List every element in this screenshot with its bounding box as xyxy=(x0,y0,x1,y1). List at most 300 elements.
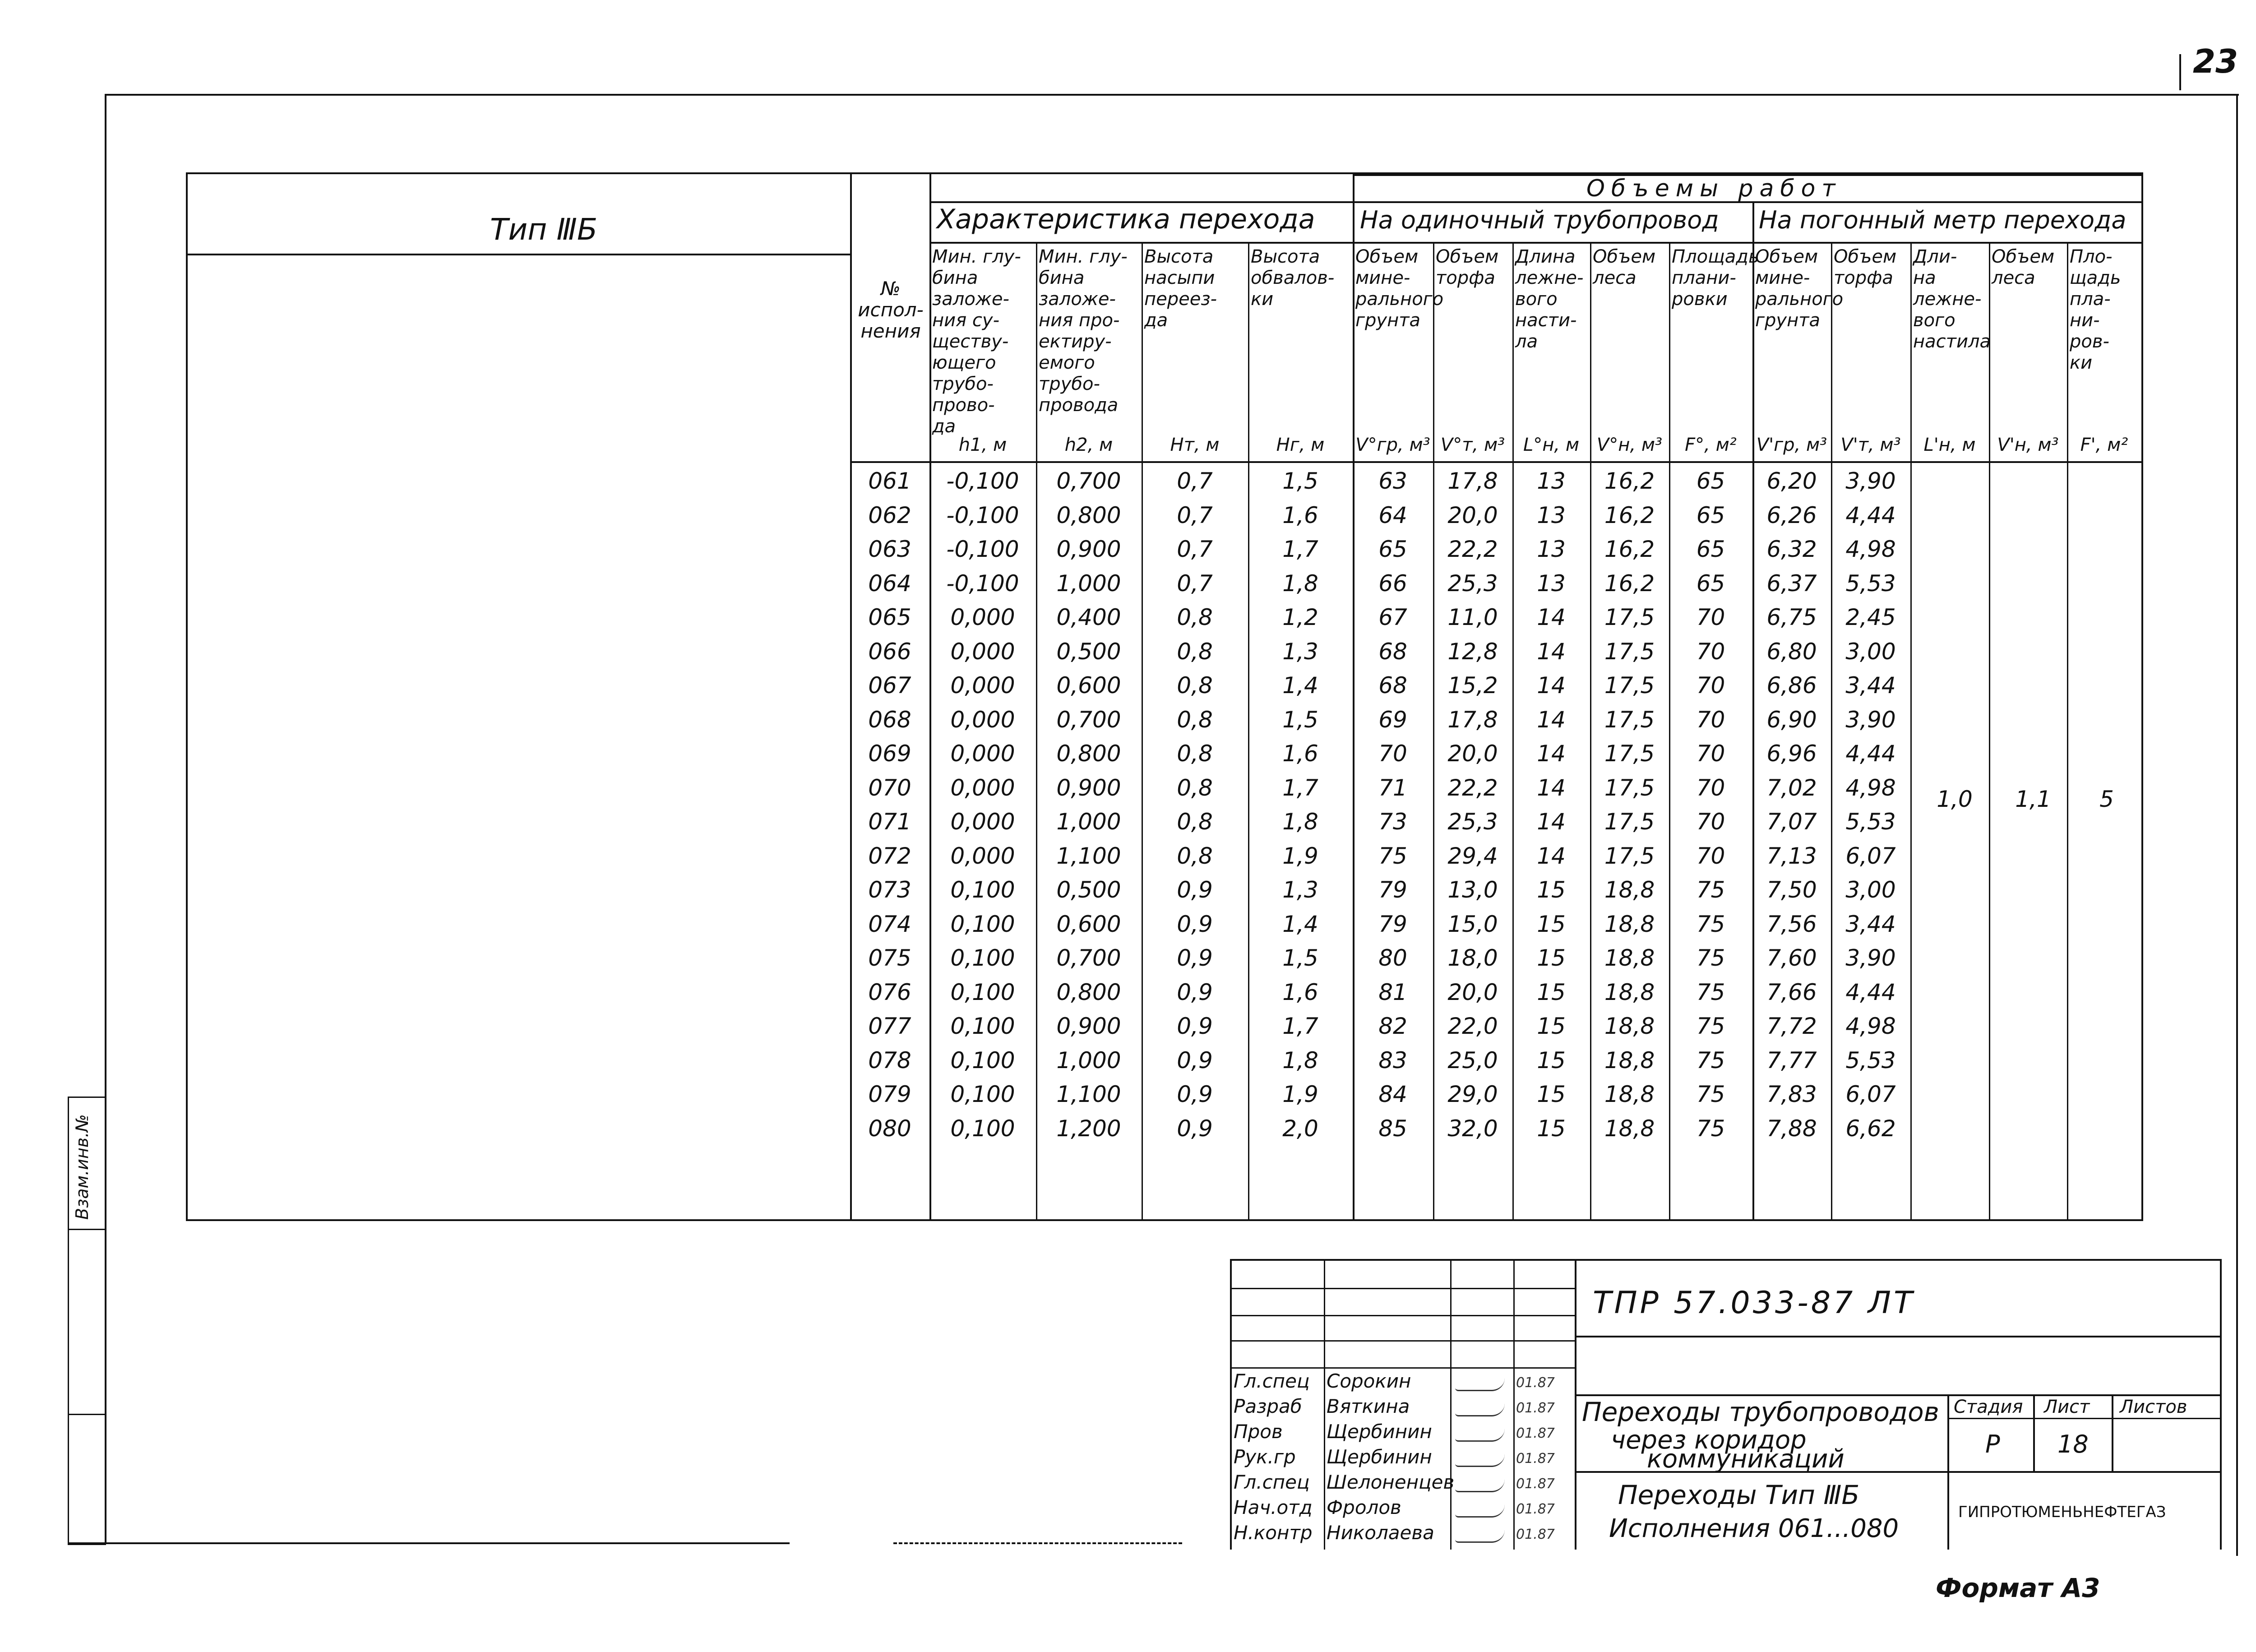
table-cell: 15 xyxy=(1537,979,1566,1005)
table-cell: 6,90 xyxy=(1766,706,1817,733)
table-cell: 71 xyxy=(1378,774,1407,801)
table-cell: 6,75 xyxy=(1766,604,1817,630)
staff-date: 01.87 xyxy=(1516,1375,1555,1391)
table-cell: 79 xyxy=(1378,877,1407,903)
col-unit-8: V°н, м³ xyxy=(1596,435,1663,455)
table-cell: 70 xyxy=(1696,740,1725,767)
signature-mark xyxy=(1455,1504,1505,1518)
row-number: 076 xyxy=(868,979,911,1005)
table-cell: 0,9 xyxy=(1177,911,1213,937)
table-cell: 0,700 xyxy=(1056,945,1121,971)
frame-top xyxy=(105,94,2239,96)
table-cell: 4,44 xyxy=(1845,740,1896,767)
staff-role: Нач.отд xyxy=(1234,1496,1313,1518)
table-cell: 18,8 xyxy=(1604,877,1655,903)
table-cell: 0,7 xyxy=(1177,502,1213,528)
table-cell: 13 xyxy=(1537,502,1566,528)
row-number: 080 xyxy=(868,1115,911,1142)
table-cell: 2,45 xyxy=(1845,604,1896,630)
table-cell: 18,8 xyxy=(1604,1081,1655,1107)
table-cell: 17,5 xyxy=(1604,774,1655,801)
table-cell: 15 xyxy=(1537,1013,1566,1039)
col-unit-5: V°гр, м³ xyxy=(1355,435,1430,455)
table-cell: 14 xyxy=(1537,842,1566,869)
table-cell: 68 xyxy=(1378,672,1407,699)
table-cell: 75 xyxy=(1696,1081,1725,1107)
table-cell: 1,000 xyxy=(1056,1047,1121,1074)
table-cell: 0,000 xyxy=(950,809,1015,835)
table-cell: 16,2 xyxy=(1604,502,1655,528)
table-cell: 0,8 xyxy=(1177,842,1213,869)
table-cell: 22,0 xyxy=(1447,1013,1498,1039)
table-cell: 17,5 xyxy=(1604,604,1655,630)
table-cell: 0,000 xyxy=(950,672,1015,699)
table-cell: 25,0 xyxy=(1447,1047,1498,1074)
table-cell: 70 xyxy=(1696,638,1725,665)
table-cell: 0,8 xyxy=(1177,774,1213,801)
staff-name: Николаева xyxy=(1327,1522,1434,1544)
row-number: 061 xyxy=(868,468,911,494)
col-header-4: Высота обвалов- ки xyxy=(1251,246,1335,310)
table-cell: 0,100 xyxy=(950,945,1015,971)
table-cell: 14 xyxy=(1537,774,1566,801)
table-cell: 14 xyxy=(1537,638,1566,665)
table-cell: 85 xyxy=(1378,1115,1407,1142)
table-cell: 1,3 xyxy=(1282,638,1318,665)
table-cell: 5,53 xyxy=(1845,1047,1896,1074)
table-cell: 65 xyxy=(1696,502,1725,528)
table-cell: 13 xyxy=(1537,468,1566,494)
table-cell: 3,90 xyxy=(1845,468,1896,494)
col-header-6: Объем торфа xyxy=(1436,246,1499,288)
table-cell: 0,100 xyxy=(950,877,1015,903)
table-cell: 0,9 xyxy=(1177,1081,1213,1107)
staff-role: Рук.гр xyxy=(1234,1446,1296,1468)
staff-role: Гл.спец xyxy=(1234,1471,1310,1493)
table-cell: 14 xyxy=(1537,740,1566,767)
subgroup-single: На одиночный трубопровод xyxy=(1360,206,1719,234)
table-cell: 70 xyxy=(1696,774,1725,801)
table-cell: 16,2 xyxy=(1604,468,1655,494)
table-cell: 7,66 xyxy=(1766,979,1817,1005)
table-cell: 70 xyxy=(1696,842,1725,869)
table-cell: 0,8 xyxy=(1177,809,1213,835)
table-cell: 25,3 xyxy=(1447,570,1498,597)
col-unit-6: V°т, м³ xyxy=(1440,435,1505,455)
table-cell: 0,900 xyxy=(1056,774,1121,801)
col-unit-14: F', м² xyxy=(2080,435,2128,455)
staff-date: 01.87 xyxy=(1516,1451,1555,1467)
signature-mark xyxy=(1455,1403,1505,1416)
table-cell: 14 xyxy=(1537,604,1566,630)
table-cell: 75 xyxy=(1696,945,1725,971)
table-cell: 0,100 xyxy=(950,911,1015,937)
table-cell: 7,07 xyxy=(1766,809,1817,835)
title-block xyxy=(1230,1259,2222,1550)
col-unit-11: V'т, м³ xyxy=(1840,435,1901,455)
table-cell: 13 xyxy=(1537,536,1566,562)
table-cell: 18,8 xyxy=(1604,945,1655,971)
table-cell: 1,8 xyxy=(1282,1047,1318,1074)
table-cell: 79 xyxy=(1378,911,1407,937)
row-number: 066 xyxy=(868,638,911,665)
table-cell: 6,37 xyxy=(1766,570,1817,597)
table-cell: 7,77 xyxy=(1766,1047,1817,1074)
table-cell: 0,100 xyxy=(950,1081,1015,1107)
table-cell: 0,500 xyxy=(1056,638,1121,665)
staff-role: Разраб xyxy=(1234,1395,1302,1417)
table-cell: 0,800 xyxy=(1056,979,1121,1005)
stage-value: Р xyxy=(1985,1430,2000,1458)
subgroup-meter: На погонный метр перехода xyxy=(1759,206,2127,234)
row-number: 064 xyxy=(868,570,911,597)
table-cell: 17,5 xyxy=(1604,842,1655,869)
row-number: 069 xyxy=(868,740,911,767)
table-cell: 69 xyxy=(1378,706,1407,733)
staff-date: 01.87 xyxy=(1516,1476,1555,1492)
table-cell: 65 xyxy=(1696,570,1725,597)
table-cell: 1,2 xyxy=(1282,604,1318,630)
table-cell: 83 xyxy=(1378,1047,1407,1074)
table-cell: 15 xyxy=(1537,1047,1566,1074)
table-cell: 1,9 xyxy=(1282,1081,1318,1107)
table-cell: 0,600 xyxy=(1056,672,1121,699)
table-cell: 84 xyxy=(1378,1081,1407,1107)
staff-name: Сорокин xyxy=(1327,1370,1411,1392)
staff-name: Шелоненцев xyxy=(1327,1471,1455,1493)
table-cell: 0,8 xyxy=(1177,638,1213,665)
col-header-2: Мин. глу- бина заложе- ния про- ектиру- емого трубо- провода xyxy=(1039,246,1128,416)
frame-bottom xyxy=(68,1542,790,1544)
table-cell: 75 xyxy=(1696,979,1725,1005)
format-label: Формат А3 xyxy=(1936,1573,2100,1603)
table-cell: 20,0 xyxy=(1447,740,1498,767)
col-unit-10: V'гр, м³ xyxy=(1756,435,1827,455)
table-cell: 73 xyxy=(1378,809,1407,835)
table-cell: 13 xyxy=(1537,570,1566,597)
table-cell: 82 xyxy=(1378,1013,1407,1039)
table-cell: 0,800 xyxy=(1056,502,1121,528)
table-cell: 65 xyxy=(1696,468,1725,494)
staff-role: Пров xyxy=(1234,1421,1283,1443)
table-cell: 0,500 xyxy=(1056,877,1121,903)
table-cell: 0,8 xyxy=(1177,706,1213,733)
table-cell: 22,2 xyxy=(1447,774,1498,801)
table-cell: 7,60 xyxy=(1766,945,1817,971)
table-cell: 3,00 xyxy=(1845,877,1896,903)
table-cell: 70 xyxy=(1378,740,1407,767)
table-cell: 68 xyxy=(1378,638,1407,665)
data-table xyxy=(186,172,2143,1221)
col-unit-9: F°, м² xyxy=(1685,435,1737,455)
table-cell: 6,80 xyxy=(1766,638,1817,665)
table-cell: 1,6 xyxy=(1282,979,1318,1005)
table-cell: 0,8 xyxy=(1177,604,1213,630)
table-cell: 5,53 xyxy=(1845,570,1896,597)
subtitle-line2: Исполнения 061...080 xyxy=(1609,1514,1899,1543)
table-cell: 7,56 xyxy=(1766,911,1817,937)
table-cell: 14 xyxy=(1537,809,1566,835)
table-cell: 16,2 xyxy=(1604,536,1655,562)
row-number: 068 xyxy=(868,706,911,733)
title-line2: через коридор xyxy=(1611,1425,1807,1455)
row-number: 071 xyxy=(868,809,911,835)
col-unit-7: L°н, м xyxy=(1523,435,1580,455)
table-cell: 66 xyxy=(1378,570,1407,597)
table-cell: 15 xyxy=(1537,1081,1566,1107)
table-cell: -0,100 xyxy=(946,468,1019,494)
col-header-8: Объем леса xyxy=(1593,246,1656,288)
table-cell: 0,9 xyxy=(1177,979,1213,1005)
table-cell: 18,8 xyxy=(1604,911,1655,937)
table-cell: 1,7 xyxy=(1282,774,1318,801)
row-number: 070 xyxy=(868,774,911,801)
table-cell: 1,3 xyxy=(1282,877,1318,903)
table-cell: 1,7 xyxy=(1282,1013,1318,1039)
signature-mark xyxy=(1455,1378,1505,1391)
table-cell: 0,000 xyxy=(950,842,1015,869)
table-cell: 0,900 xyxy=(1056,1013,1121,1039)
table-cell: 0,000 xyxy=(950,740,1015,767)
table-cell: 1,5 xyxy=(1282,706,1318,733)
col-unit-13: V'н, м³ xyxy=(1997,435,2059,455)
sheet-value: 18 xyxy=(2057,1430,2089,1458)
table-cell: 17,5 xyxy=(1604,638,1655,665)
table-cell: 15 xyxy=(1537,945,1566,971)
col-unit-4: Hг, м xyxy=(1276,435,1325,455)
staff-date: 01.87 xyxy=(1516,1527,1555,1542)
signature-mark xyxy=(1455,1454,1505,1467)
common-Vn: 1,1 xyxy=(2015,786,2051,812)
table-cell: 1,100 xyxy=(1056,842,1121,869)
table-cell: 3,00 xyxy=(1845,638,1896,665)
table-cell: 7,13 xyxy=(1766,842,1817,869)
table-cell: 0,7 xyxy=(1177,570,1213,597)
table-cell: 0,000 xyxy=(950,604,1015,630)
table-cell: 0,8 xyxy=(1177,740,1213,767)
stage-header: Стадия xyxy=(1954,1397,2023,1417)
table-title: Тип ⅢБ xyxy=(490,212,598,247)
table-cell: 15,0 xyxy=(1447,911,1498,937)
table-cell: 0,000 xyxy=(950,706,1015,733)
table-cell: 0,600 xyxy=(1056,911,1121,937)
table-cell: 7,88 xyxy=(1766,1115,1817,1142)
staff-name: Фролов xyxy=(1327,1496,1401,1518)
table-cell: 17,5 xyxy=(1604,706,1655,733)
title-line1: Переходы трубопроводов xyxy=(1582,1397,1939,1427)
table-cell: 1,5 xyxy=(1282,945,1318,971)
table-cell: 0,100 xyxy=(950,1115,1015,1142)
table-cell: 75 xyxy=(1696,911,1725,937)
table-cell: 25,3 xyxy=(1447,809,1498,835)
table-cell: 70 xyxy=(1696,809,1725,835)
row-number: 075 xyxy=(868,945,911,971)
col-unit-3: Hт, м xyxy=(1170,435,1220,455)
row-number: 065 xyxy=(868,604,911,630)
table-cell: 65 xyxy=(1696,536,1725,562)
table-cell: 75 xyxy=(1696,1115,1725,1142)
table-cell: 7,02 xyxy=(1766,774,1817,801)
common-Ln: 1,0 xyxy=(1937,786,1973,812)
table-cell: 18,8 xyxy=(1604,1115,1655,1142)
table-cell: 0,9 xyxy=(1177,1115,1213,1142)
table-cell: 63 xyxy=(1378,468,1407,494)
table-cell: 1,5 xyxy=(1282,468,1318,494)
col-header-12: Дли- на лежне- вого настила xyxy=(1913,246,1991,352)
table-cell: 6,07 xyxy=(1845,842,1896,869)
table-cell: 4,44 xyxy=(1845,979,1896,1005)
table-cell: 18,8 xyxy=(1604,979,1655,1005)
staff-name: Щербинин xyxy=(1327,1446,1432,1468)
col-unit-2: h2, м xyxy=(1064,435,1113,455)
staff-name: Вяткина xyxy=(1327,1395,1410,1417)
table-cell: 32,0 xyxy=(1447,1115,1498,1142)
table-cell: 4,98 xyxy=(1845,774,1896,801)
row-number: 063 xyxy=(868,536,911,562)
table-cell: 3,44 xyxy=(1845,911,1896,937)
table-cell: 0,800 xyxy=(1056,740,1121,767)
staff-role: Гл.спец xyxy=(1234,1370,1310,1392)
col-header-3: Высота насыпи переез- да xyxy=(1144,246,1217,331)
title-line3: коммуникаций xyxy=(1647,1444,1845,1474)
table-cell: 1,6 xyxy=(1282,740,1318,767)
col-header-9: Площадь плани- ровки xyxy=(1672,246,1759,310)
table-cell: 0,9 xyxy=(1177,1013,1213,1039)
table-cell: 15 xyxy=(1537,877,1566,903)
side-stamp-label: Взам.инв.№ xyxy=(72,1114,92,1220)
table-cell: 20,0 xyxy=(1447,502,1498,528)
table-cell: 67 xyxy=(1378,604,1407,630)
col-header-11: Объем торфа xyxy=(1834,246,1897,288)
table-cell: 6,32 xyxy=(1766,536,1817,562)
table-cell: 12,8 xyxy=(1447,638,1498,665)
table-cell: 16,2 xyxy=(1604,570,1655,597)
table-cell: 6,62 xyxy=(1845,1115,1896,1142)
col-header-10: Объем мине- рального грунта xyxy=(1755,246,1844,331)
col-header-1: Мин. глу- бина заложе- ния су- ществу- ющего трубо- прово- да xyxy=(932,246,1021,437)
table-cell: 6,96 xyxy=(1766,740,1817,767)
table-cell: 15,2 xyxy=(1447,672,1498,699)
table-cell: 4,98 xyxy=(1845,536,1896,562)
table-cell: 14 xyxy=(1537,706,1566,733)
table-cell: 5,53 xyxy=(1845,809,1896,835)
table-cell: 70 xyxy=(1696,672,1725,699)
table-cell: -0,100 xyxy=(946,502,1019,528)
table-cell: 1,8 xyxy=(1282,570,1318,597)
col-unit-12: L'н, м xyxy=(1923,435,1976,455)
table-cell: 0,9 xyxy=(1177,1047,1213,1074)
table-cell: 75 xyxy=(1696,877,1725,903)
common-F: 5 xyxy=(2099,786,2114,812)
staff-date: 01.87 xyxy=(1516,1400,1555,1416)
table-cell: 15 xyxy=(1537,1115,1566,1142)
table-cell: 64 xyxy=(1378,502,1407,528)
col-header-7: Длина лежне- вого насти- ла xyxy=(1515,246,1584,352)
table-cell: 20,0 xyxy=(1447,979,1498,1005)
table-cell: 0,900 xyxy=(1056,536,1121,562)
sheet-number-tick xyxy=(2179,54,2181,90)
table-cell: 0,700 xyxy=(1056,468,1121,494)
table-cell: -0,100 xyxy=(946,570,1019,597)
table-cell: 3,90 xyxy=(1845,706,1896,733)
table-cell: 0,9 xyxy=(1177,877,1213,903)
table-cell: 0,000 xyxy=(950,638,1015,665)
frame-right xyxy=(2236,94,2238,1556)
table-cell: 11,0 xyxy=(1447,604,1498,630)
table-cell: 70 xyxy=(1696,706,1725,733)
table-cell: 0,700 xyxy=(1056,706,1121,733)
sheet-header: Лист xyxy=(2044,1397,2090,1417)
signature-mark xyxy=(1455,1479,1505,1492)
table-cell: 3,44 xyxy=(1845,672,1896,699)
table-cell: 0,8 xyxy=(1177,672,1213,699)
table-cell: 0,7 xyxy=(1177,536,1213,562)
table-cell: 6,26 xyxy=(1766,502,1817,528)
row-number: 078 xyxy=(868,1047,911,1074)
col-no-header: № испол- нения xyxy=(858,278,924,342)
table-cell: 1,4 xyxy=(1282,672,1318,699)
table-cell: 0,7 xyxy=(1177,468,1213,494)
table-cell: 18,8 xyxy=(1604,1013,1655,1039)
signature-mark xyxy=(1455,1429,1505,1442)
table-cell: 81 xyxy=(1378,979,1407,1005)
staff-date: 01.87 xyxy=(1516,1425,1555,1441)
table-cell: 18,8 xyxy=(1604,1047,1655,1074)
table-cell: 0,000 xyxy=(950,774,1015,801)
side-stamp xyxy=(68,1097,106,1545)
table-cell: 1,6 xyxy=(1282,502,1318,528)
doc-code: ТПР 57.033-87 ЛТ xyxy=(1593,1285,1915,1321)
frame-bottom-right xyxy=(893,1542,1182,1544)
row-number: 062 xyxy=(868,502,911,528)
table-cell: 17,5 xyxy=(1604,809,1655,835)
table-cell: 29,4 xyxy=(1447,842,1498,869)
signature-mark xyxy=(1455,1530,1505,1543)
col-unit-1: h1, м xyxy=(958,435,1007,455)
table-cell: 4,98 xyxy=(1845,1013,1896,1039)
table-cell: 7,83 xyxy=(1766,1081,1817,1107)
table-cell: 0,9 xyxy=(1177,945,1213,971)
row-number: 072 xyxy=(868,842,911,869)
table-cell: 1,000 xyxy=(1056,809,1121,835)
table-cell: 7,50 xyxy=(1766,877,1817,903)
table-cell: 1,200 xyxy=(1056,1115,1121,1142)
table-cell: 70 xyxy=(1696,604,1725,630)
col-header-13: Объем леса xyxy=(1992,246,2055,288)
table-cell: 6,07 xyxy=(1845,1081,1896,1107)
table-cell: 80 xyxy=(1378,945,1407,971)
table-cell: 29,0 xyxy=(1447,1081,1498,1107)
table-cell: 17,8 xyxy=(1447,468,1498,494)
table-cell: 1,8 xyxy=(1282,809,1318,835)
table-cell: 1,100 xyxy=(1056,1081,1121,1107)
organization: ГИПРОТЮМЕНЬНЕФТЕГАЗ xyxy=(1958,1503,2166,1521)
table-cell: 75 xyxy=(1696,1013,1725,1039)
table-cell: 22,2 xyxy=(1447,536,1498,562)
table-cell: 18,0 xyxy=(1447,945,1498,971)
table-cell: 17,5 xyxy=(1604,740,1655,767)
table-cell: 6,86 xyxy=(1766,672,1817,699)
row-number: 073 xyxy=(868,877,911,903)
row-number: 067 xyxy=(868,672,911,699)
group-volumes: Объемы работ xyxy=(1586,175,1842,202)
table-cell: 7,72 xyxy=(1766,1013,1817,1039)
table-cell: 14 xyxy=(1537,672,1566,699)
table-cell: 75 xyxy=(1378,842,1407,869)
table-cell: 75 xyxy=(1696,1047,1725,1074)
table-cell: 1,7 xyxy=(1282,536,1318,562)
staff-role: Н.контр xyxy=(1234,1522,1313,1544)
